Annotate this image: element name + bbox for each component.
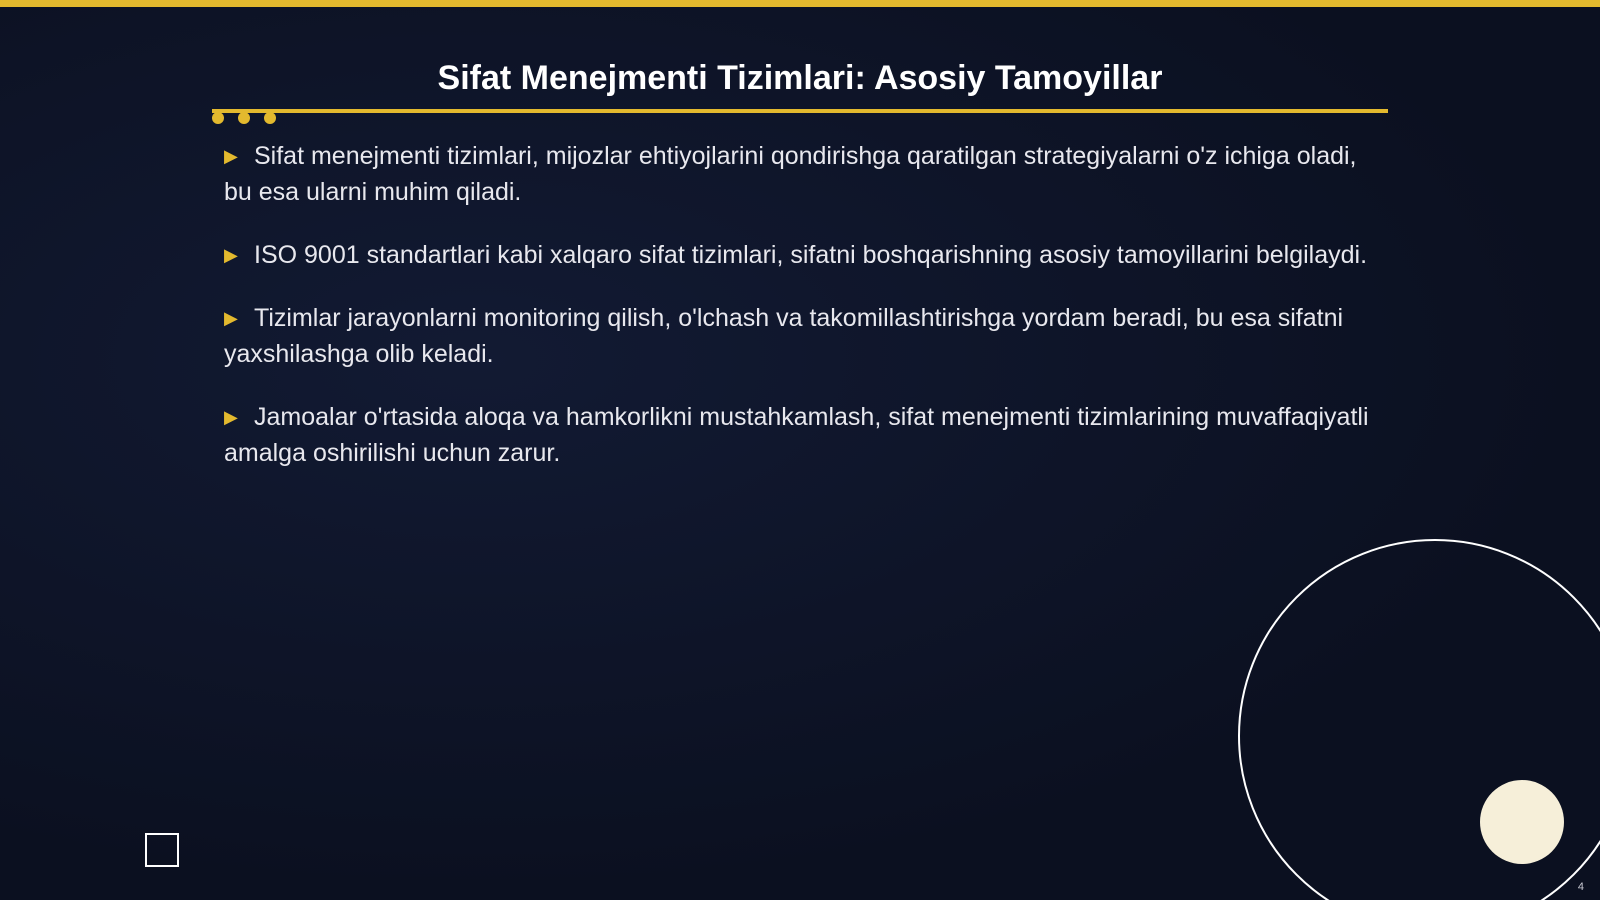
bullet-text: ISO 9001 standartlari kabi xalqaro sifat tizimlari, sifatni boshqarishning asosiy tamoyillarini belgilaydi. (254, 241, 1368, 269)
triangle-bullet-icon: ▶ (224, 407, 238, 427)
bullet-list (224, 138, 1384, 498)
triangle-bullet-icon: ▶ (224, 308, 238, 328)
decorative-dot (238, 112, 250, 124)
triangle-bullet-icon: ▶ (224, 146, 238, 166)
slide-title: Sifat Menejmenti Tizimlari: Asosiy Tamoyillar (437, 59, 1163, 97)
triangle-bullet-icon: ▶ (224, 245, 238, 265)
decorative-square-outline (145, 833, 179, 867)
decorative-dots (212, 112, 282, 126)
title-underline (212, 109, 1388, 113)
list-item (224, 237, 1384, 273)
bullet-text: Sifat menejmenti tizimlari, mijozlar ehtiyojlarini qondirishga qaratilgan strategiyalarni o'z ichiga oladi, bu esa ularni muhim qiladi. (224, 142, 1357, 206)
page-number: 4 (1577, 881, 1584, 893)
bullet-text: Tizimlar jarayonlarni monitoring qilish, o'lchash va takomillashtirishga yordam beradi, bu esa sifatni yaxshilashga olib keladi. (224, 304, 1344, 368)
decorative-dot (212, 112, 224, 124)
list-item (224, 399, 1384, 471)
bullet-text: Jamoalar o'rtasida aloqa va hamkorlikni mustahkamlash, sifat menejmenti tizimlarining muvaffaqiyatli amalga oshirilishi uchun zarur. (224, 403, 1369, 467)
decorative-dot (264, 112, 276, 124)
list-item (224, 300, 1384, 372)
decorative-cream-circle (1480, 780, 1564, 864)
list-item (224, 138, 1384, 210)
top-accent-bar (0, 0, 1600, 7)
